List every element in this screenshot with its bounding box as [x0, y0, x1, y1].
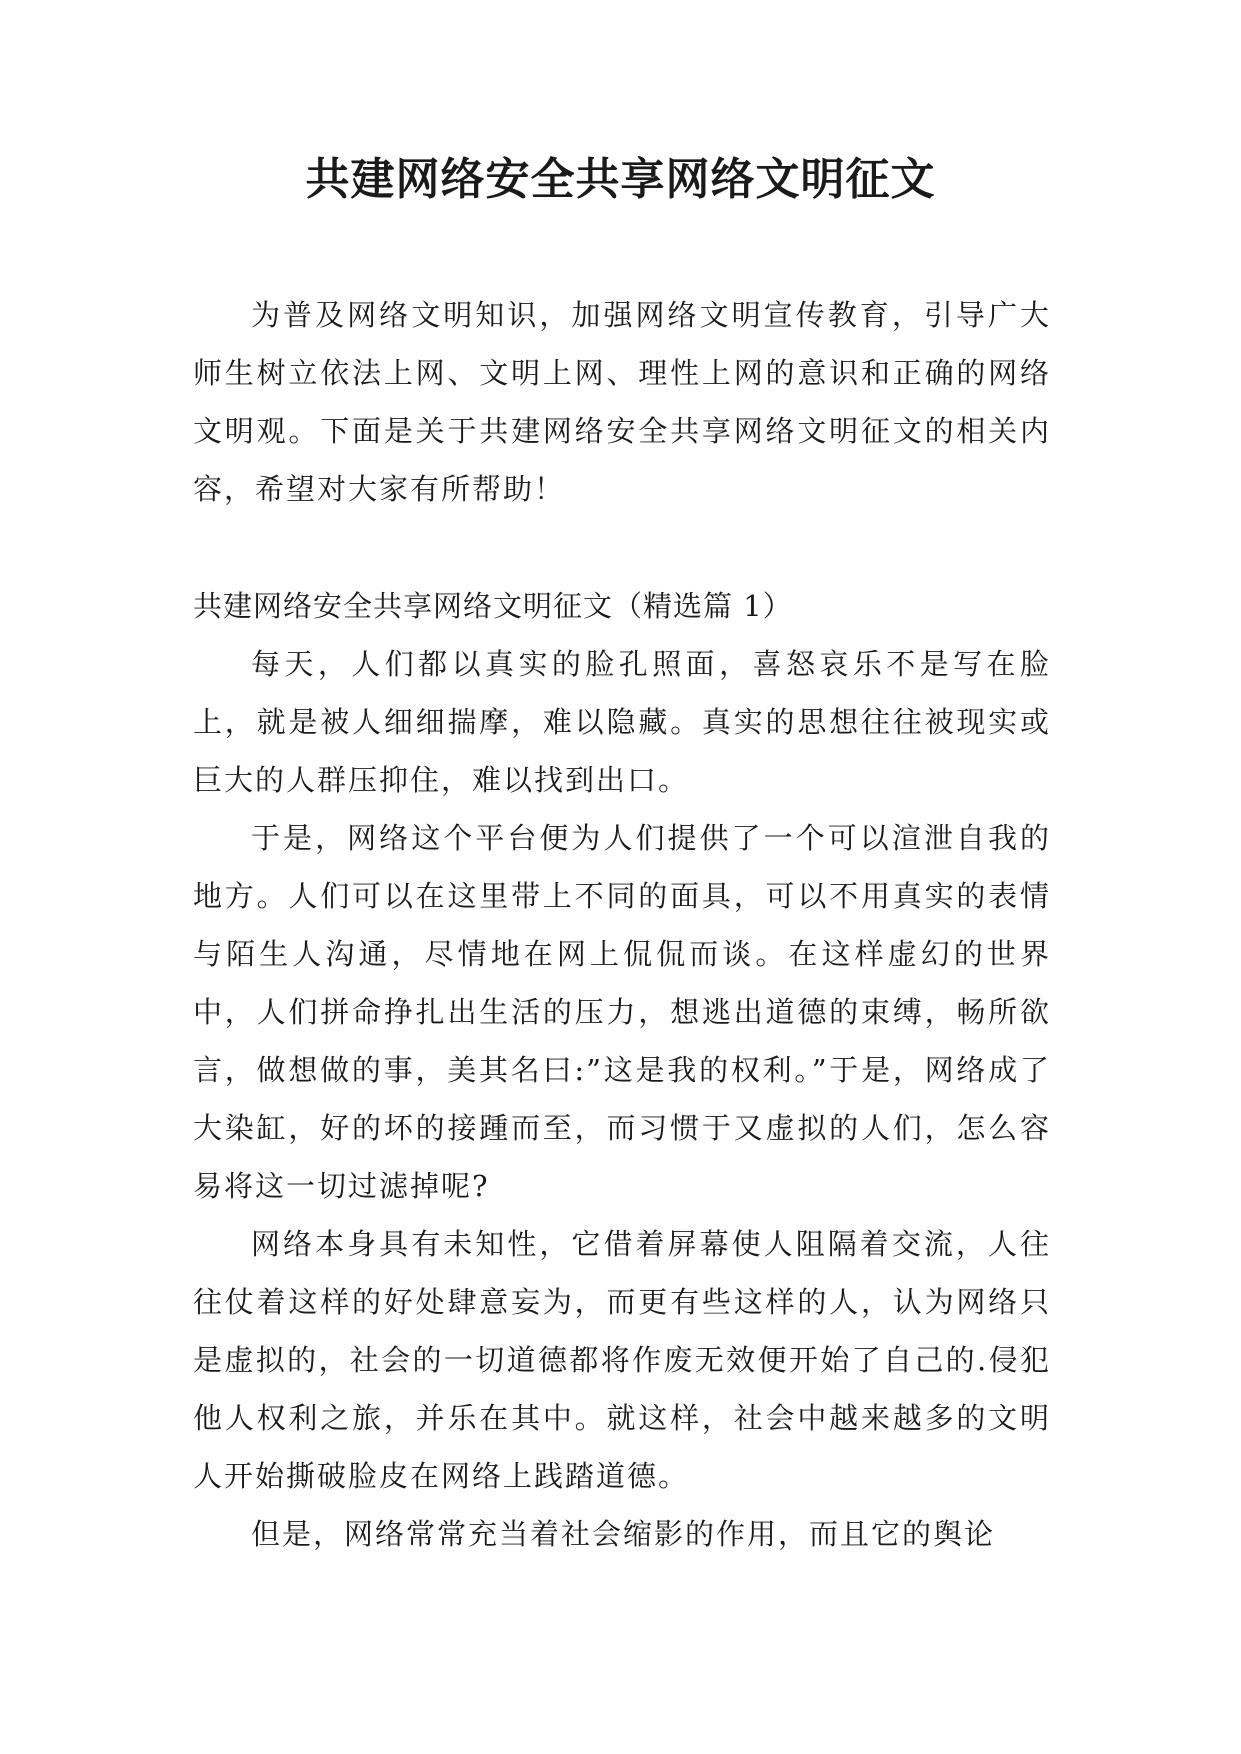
- intro-paragraph: 为普及网络文明知识，加强网络文明宣传教育，引导广大师生树立依法上网、文明上网、理性上网的意识和正确的网络文明观。下面是关于共建网络安全共享网络文明征文的相关内容，希望对大家有所帮助！: [193, 298, 1051, 506]
- body-paragraph-3: 网络本身具有未知性，它借着屏幕使人阻隔着交流，人往往仗着这样的好处肆意妄为，而更有些这样的人，认为网络只是虚拟的，社会的一切道德都将作废无效便开始了自己的.侵犯他人权利之旅，并乐在其中。就这样，社会中越来越多的文明人开始撕破脸皮在网络上践踏道德。: [193, 1227, 1051, 1493]
- intro-block: [193, 286, 1051, 518]
- document-title: 共建网络安全共享网络文明征文: [305, 154, 936, 205]
- section-heading: 共建网络安全共享网络文明征文（精选篇 1）: [193, 589, 793, 623]
- essay-section: [193, 577, 1051, 1563]
- body-paragraph-1: 每天，人们都以真实的脸孔照面，喜怒哀乐不是写在脸上，就是被人细细揣摩，难以隐藏。真实的思想往往被现实或巨大的人群压抑住，难以找到出口。: [193, 647, 1051, 797]
- body-paragraph-2: 于是，网络这个平台便为人们提供了一个可以渲泄自我的地方。人们可以在这里带上不同的面具，可以不用真实的表情与陌生人沟通，尽情地在网上侃侃而谈。在这样虚幻的世界中，人们拼命挣扎出生活的压力，想逃出道德的束缚，畅所欲言，做想做的事，美其名曰:”这是我的权利。”于是，网络成了大染缸，好的坏的接踵而至，而习惯于又虚拟的人们，怎么容易将这一切过滤掉呢?: [193, 821, 1051, 1203]
- body-paragraph-4: 但是，网络常常充当着社会缩影的作用，而且它的舆论: [251, 1517, 996, 1551]
